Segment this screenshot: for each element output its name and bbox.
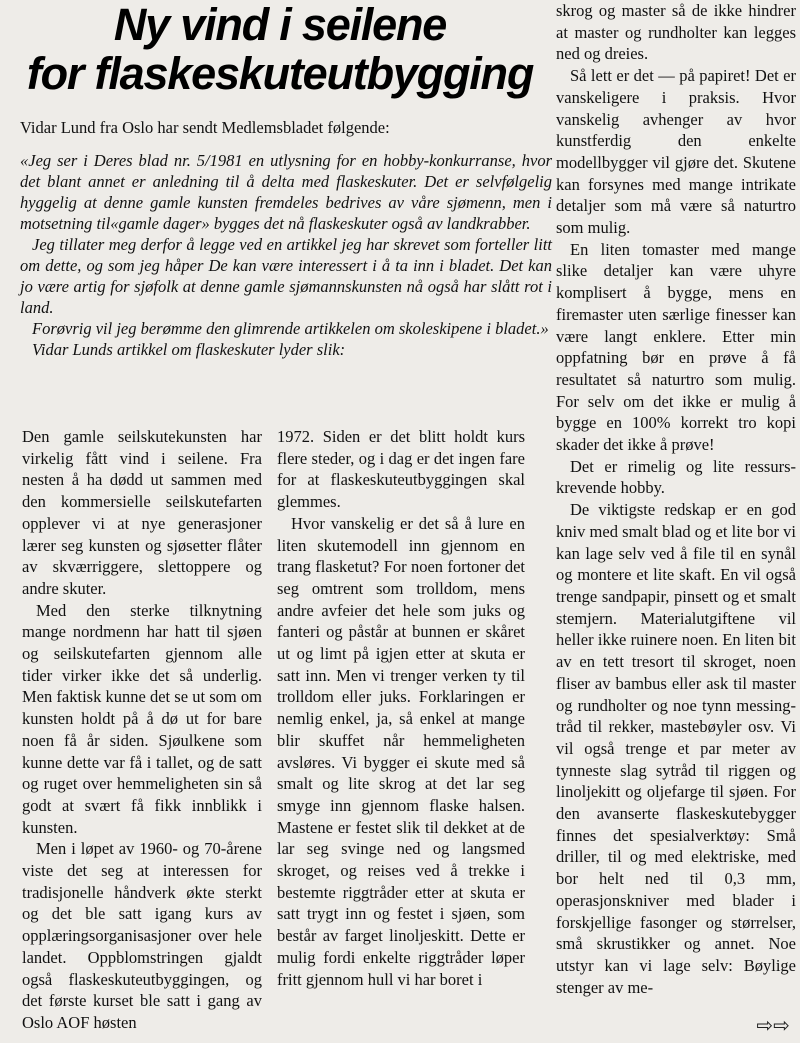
article-column-2 (277, 426, 525, 990)
letter-paragraph: Forøvrig vil jeg berømme den glimrende artikkelen om skoleskipene i bladet.» (32, 319, 549, 338)
article-paragraph: Hvor vanskelig er det så å lure en liten skutemodell inn gjennom en trang flasketut? For noen fortoner det seg omtrent som trolldom, mens andre avfeier det hele som juks og fanteri og påstår at bunnen er skåret ut og limt på igjen etter at skuta er satt inn. Men vi trenger verken ty til trolldom eller juks. Forklaringen er nemlig enkel, ja, så enkel at mange blir skuffet når hemmeligheten avsløres. Vi bygger ei skute med så smalt og lite skrog at det lar seg smyge inn gjennom flaske halsen. Mastene er festet slik til dekket at de lar seg svinge ned og langsmed skroget, og reises ved å trekke i bestemte riggtråder etter at skuta er satt trygt inn og festet i sjøen, som består av farget linoljeskitt. Dette er mulig fordi enkelte riggtråder løper fritt gjennom hull vi har boret i (277, 513, 525, 989)
article-paragraph: 1972. Siden er det blitt holdt kurs flere steder, og i dag er det ingen fare for at flaskeskuteutbyggingen skal glemmes. (277, 427, 525, 512)
article-column-3 (556, 0, 796, 998)
article-paragraph: skrog og master så de ikke hindrer at master og rundholter kan legges ned og dreies. (556, 1, 796, 64)
letter-paragraph: Jeg tillater meg derfor å legge ved en artikkel jeg har skrevet som forteller litt om dette, og som jeg håper De kan være interessert i å ta inn i bladet. Det kan jo være artig for sjøfolk at denne gamle sjømannskunsten nå også har slått rot i land. (20, 235, 552, 317)
headline-line-2: for flaskeskuteutbygging (26, 48, 534, 99)
article-paragraph: Med den sterke tilknytning mange nordmenn har hatt til sjøen og seilskutefarten gjennom alle tider virker ikke det så underlig. Men faktisk kunne det se ut som om kunsten holdt på å dø ut for bare noen få år siden. Sjøulkene som kunne dette var få i tallet, og de satt og ruget over hemmeligheten sin så godt at svært få fikk innblikk i kunsten. (22, 600, 262, 837)
headline (10, 0, 550, 98)
article-paragraph: De viktigste redskap er en god kniv med smalt blad og et lite bor vi kan lage selv ved å file til en synål og montere et lite skaft. En vil også trenge sandpapir, pinsett og et smalt stemjern. Materialutgiftene vil heller ikke ruinere noen. En liten bit av en tett tresort til skroget, noen fliser av bambus eller ask til master og rundholter og noe tynn messingtråd til rekker, mastebøyler osv. Vi vil også trenge et par meter av tynneste slag sytråd til riggen og linoljekitt og oljefarge til sjøen. For den avanserte flaskeskutebygger finnes det spesialverktøy: Små driller, til og med elektriske, med bor helt ned til 0,3 mm, operasjonskniver med blader i forskjellige fasonger og størrelser, små skrustikker og annet. Noe utstyr kan vi lage selv: Bøylige stenger av me- (556, 500, 796, 997)
continue-arrows-icon: ⇨⇨ (756, 1013, 790, 1037)
article-paragraph: Det er rimelig og lite ressurskrevende hobby. (556, 456, 796, 498)
intro-section (20, 117, 552, 360)
article-paragraph: Den gamle seilskutekunsten har virkelig fått vind i seilene. Fra nesten å ha dødd ut sammen med den kommersielle seilskutefarten opplever vi at nye generasjoner lærer seg kunsten og sjøsetter flåter av skværriggere, slettoppere og andre skuter. (22, 427, 262, 598)
article-lead-in: Vidar Lunds artikkel om flaskeskuter lyder slik: (32, 340, 346, 359)
article-paragraph: En liten tomaster med mange slike detaljer kan være uhyre komplisert å bygge, mens en firemaster uten særlige finesser kan være langt enklere. Etter min oppfatning bør en prøve å få resultatet så naturtro som mulig. For selv om det ikke er mulig å bygge en 100% korrekt tro kopi skader det ikke å prøve! (556, 239, 796, 455)
letter-paragraph: «Jeg ser i Deres blad nr. 5/1981 en utlysning for en hobby-konkurranse, hvor det blant annet er anledning til å delta med flaskeskuter. Det er selvfølgelig hyggelig at denne gamle kunsten fremdeles bedrives av våre sjømenn, men i motsetning til«gamle dager» bygges det nå flaskeskuter også av landkrabber. (20, 151, 552, 233)
byline: Vidar Lund fra Oslo har sendt Medlemsbladet følgende: (20, 118, 390, 137)
article-paragraph: Så lett er det — på papiret! Det er vanskeligere i praksis. Hvor vanskelig avhenger av hvor kunstferdig den enkelte modellbygger vil gjøre det. Skutene kan forsynes med mange intrikate detaljer som må være så naturtro som mulig. (556, 66, 796, 238)
headline-line-1: Ny vind i seilene (113, 0, 447, 50)
article-column-1 (22, 426, 262, 1034)
article-paragraph: Men i løpet av 1960- og 70-årene viste det seg at interessen for tradisjonelle håndverk økte sterkt og det ble satt igang kurs av opplæringsorganisasjoner over hele landet. Oppblomstringen gjaldt også flaskeskuteutbyggingen, og det første kurset ble satt i gang av Oslo AOF høsten (22, 839, 262, 1032)
